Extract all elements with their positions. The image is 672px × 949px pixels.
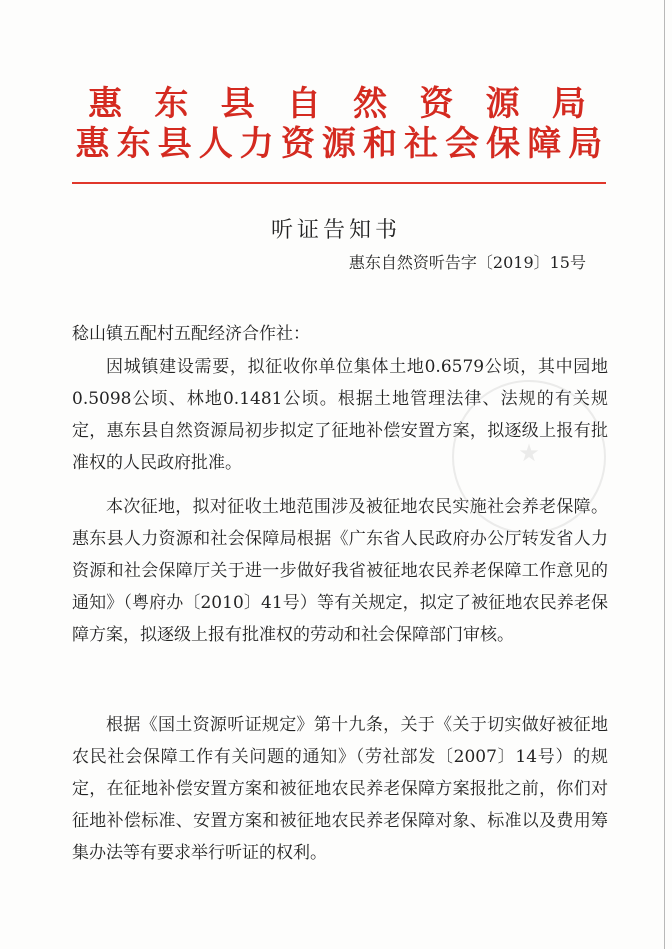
header-char: 和 xyxy=(362,124,397,164)
header-char: 东 xyxy=(116,124,151,164)
body-paragraph-1: 因城镇建设需要，拟征收你单位集体土地0.6579公顷，其中园地0.5098公顷、林地0.1481公顷。根据土地管理法律、法规的有关规定，惠东县自然资源局初步拟定了征地补偿安置方案，拟逐级上报有批准权的人民政府批准。 xyxy=(72,357,608,473)
header-char: 自 xyxy=(286,84,321,124)
header-char: 局 xyxy=(568,124,603,164)
header-char: 惠 xyxy=(75,124,110,164)
header-char: 县 xyxy=(157,124,192,164)
header-char: 县 xyxy=(220,84,255,124)
header-char: 东 xyxy=(154,84,189,124)
header-char: 保 xyxy=(486,124,521,164)
addressee: 稔山镇五配村五配经济合作社： xyxy=(72,324,310,344)
document-title: 听证告知书 xyxy=(270,218,401,243)
header-char: 然 xyxy=(353,84,388,124)
header-char: 社 xyxy=(404,124,439,164)
document-number: 惠东自然资听告字〔2019〕15号 xyxy=(348,253,586,272)
header-char: 源 xyxy=(485,84,520,124)
header-char: 惠 xyxy=(88,84,123,124)
header-red-rule xyxy=(72,182,606,184)
header-char: 会 xyxy=(445,124,480,164)
seal-star-icon: ★ xyxy=(518,439,540,467)
issuer-header-line1 xyxy=(72,84,602,124)
body-paragraph-3: 根据《国土资源听证规定》第十九条，关于《关于切实做好被征地农民社会保障工作有关问题的通知》（劳社部发〔2007〕14号）的规定，在征地补偿安置方案和被征地农民养老保障方案报批之前，你们对征地补偿标准、安置方案和被征地农民养老保障对象、标准以及费用筹集办法等有要求举行听证的权利。 xyxy=(72,715,608,863)
header-char: 力 xyxy=(239,124,274,164)
header-char: 障 xyxy=(527,124,562,164)
page-edge-line xyxy=(664,0,665,949)
header-char: 源 xyxy=(321,124,356,164)
header-char: 资 xyxy=(419,84,454,124)
header-char: 人 xyxy=(198,124,233,164)
header-char: 资 xyxy=(280,124,315,164)
header-char: 局 xyxy=(551,84,586,124)
body-paragraph-2: 本次征地，拟对征收土地范围涉及被征地农民实施社会养老保障。惠东县人力资源和社会保障局根据《广东省人民政府办公厅转发省人力资源和社会保障厅关于进一步做好我省被征地农民养老保障工作意见的通知》（粤府办〔2010〕41号）等有关规定，拟定了被征地农民养老保障方案，拟逐级上报有批准权的劳动和社会保障部门审核。 xyxy=(72,497,608,645)
issuer-header-line2 xyxy=(72,124,602,164)
